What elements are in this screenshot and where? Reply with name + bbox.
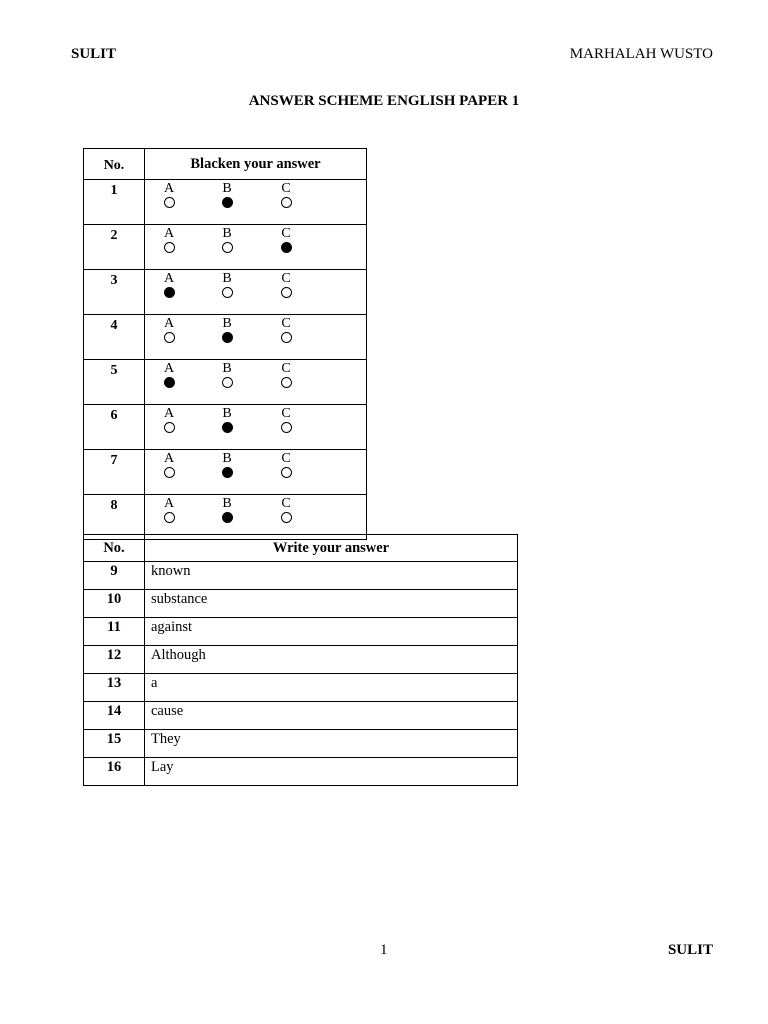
option-letter: C: [281, 451, 291, 466]
empty-bubble-icon: [222, 377, 233, 388]
mcq-row: [84, 270, 367, 315]
option-letter: A: [163, 361, 175, 376]
mcq-question-number: 2: [84, 225, 145, 270]
written-answer-table: [83, 534, 518, 786]
written-answer-text: Lay: [145, 758, 518, 786]
page-number: 1: [380, 942, 388, 958]
empty-bubble-icon: [164, 332, 175, 343]
mcq-header-row: [84, 149, 367, 180]
written-row: [84, 730, 518, 758]
mcq-option-c: [276, 496, 296, 523]
empty-bubble-icon: [164, 467, 175, 478]
written-question-number: 12: [84, 646, 145, 674]
mcq-option-c: [276, 271, 296, 298]
empty-bubble-icon: [281, 197, 292, 208]
written-answer-text: known: [145, 562, 518, 590]
mcq-question-number: 6: [84, 405, 145, 450]
filled-bubble-icon: [281, 242, 292, 253]
empty-bubble-icon: [281, 332, 292, 343]
mcq-option-b: [217, 451, 237, 478]
empty-bubble-icon: [281, 287, 292, 298]
written-question-number: 15: [84, 730, 145, 758]
option-letter: C: [281, 271, 291, 286]
option-letter: C: [281, 316, 291, 331]
empty-bubble-icon: [164, 422, 175, 433]
written-row: [84, 618, 518, 646]
mcq-option-a: [159, 361, 179, 388]
written-row: [84, 702, 518, 730]
empty-bubble-icon: [164, 242, 175, 253]
mcq-option-b: [217, 271, 237, 298]
option-letter: C: [281, 406, 291, 421]
option-letter: B: [222, 496, 232, 511]
written-row: [84, 562, 518, 590]
mcq-option-c: [276, 181, 296, 208]
empty-bubble-icon: [164, 197, 175, 208]
written-answer-text: a: [145, 674, 518, 702]
filled-bubble-icon: [222, 422, 233, 433]
written-row: [84, 646, 518, 674]
written-answer-text: Although: [145, 646, 518, 674]
mcq-answer-cell: [145, 360, 367, 405]
mcq-option-a: [159, 496, 179, 523]
mcq-row: [84, 315, 367, 360]
option-letter: B: [222, 451, 232, 466]
option-letter: B: [222, 406, 232, 421]
filled-bubble-icon: [222, 512, 233, 523]
filled-bubble-icon: [222, 467, 233, 478]
mcq-question-number: 7: [84, 450, 145, 495]
option-letter: B: [222, 226, 232, 241]
written-answer-text: substance: [145, 590, 518, 618]
mcq-question-number: 5: [84, 360, 145, 405]
mcq-row: [84, 180, 367, 225]
empty-bubble-icon: [281, 422, 292, 433]
mcq-question-number: 1: [84, 180, 145, 225]
option-letter: C: [281, 226, 291, 241]
written-col-no: No.: [84, 535, 145, 562]
mcq-option-c: [276, 451, 296, 478]
mcq-option-c: [276, 406, 296, 433]
written-question-number: 11: [84, 618, 145, 646]
mcq-question-number: 3: [84, 270, 145, 315]
filled-bubble-icon: [164, 377, 175, 388]
mcq-option-a: [159, 226, 179, 253]
mcq-option-b: [217, 361, 237, 388]
filled-bubble-icon: [164, 287, 175, 298]
mcq-question-number: 4: [84, 315, 145, 360]
option-letter: A: [163, 226, 175, 241]
option-letter: B: [222, 271, 232, 286]
mcq-answer-table: [83, 148, 367, 540]
mcq-row: [84, 450, 367, 495]
mcq-answer-cell: [145, 270, 367, 315]
option-letter: A: [163, 316, 175, 331]
option-letter: C: [281, 361, 291, 376]
written-answer-text: against: [145, 618, 518, 646]
empty-bubble-icon: [281, 467, 292, 478]
mcq-answer-cell: [145, 405, 367, 450]
footer-classification: SULIT: [667, 942, 713, 958]
filled-bubble-icon: [222, 197, 233, 208]
written-question-number: 10: [84, 590, 145, 618]
mcq-option-b: [217, 496, 237, 523]
empty-bubble-icon: [222, 287, 233, 298]
written-question-number: 9: [84, 562, 145, 590]
mcq-option-b: [217, 316, 237, 343]
mcq-col-no: No.: [84, 149, 145, 180]
empty-bubble-icon: [222, 242, 233, 253]
empty-bubble-icon: [164, 512, 175, 523]
written-header-row: [84, 535, 518, 562]
empty-bubble-icon: [281, 512, 292, 523]
mcq-option-a: [159, 451, 179, 478]
mcq-answer-cell: [145, 495, 367, 540]
page-title: ANSWER SCHEME ENGLISH PAPER 1: [248, 93, 520, 109]
option-letter: A: [163, 496, 175, 511]
option-letter: A: [163, 406, 175, 421]
mcq-option-c: [276, 361, 296, 388]
written-question-number: 13: [84, 674, 145, 702]
empty-bubble-icon: [281, 377, 292, 388]
written-question-number: 16: [84, 758, 145, 786]
mcq-question-number: 8: [84, 495, 145, 540]
option-letter: B: [222, 361, 232, 376]
mcq-option-b: [217, 406, 237, 433]
header-school-level: MARHALAH WUSTO: [569, 46, 713, 62]
written-col-answer: Write your answer: [145, 535, 518, 562]
option-letter: A: [163, 451, 175, 466]
option-letter: A: [163, 271, 175, 286]
written-row: [84, 674, 518, 702]
option-letter: C: [281, 496, 291, 511]
mcq-row: [84, 360, 367, 405]
mcq-option-c: [276, 316, 296, 343]
mcq-answer-cell: [145, 315, 367, 360]
mcq-option-b: [217, 226, 237, 253]
mcq-col-answer: Blacken your answer: [145, 149, 367, 180]
mcq-answer-cell: [145, 225, 367, 270]
mcq-option-b: [217, 181, 237, 208]
option-letter: B: [222, 181, 232, 196]
mcq-answer-cell: [145, 180, 367, 225]
option-letter: A: [163, 181, 175, 196]
mcq-option-a: [159, 316, 179, 343]
header-classification: SULIT: [71, 46, 117, 62]
mcq-answer-cell: [145, 450, 367, 495]
option-letter: B: [222, 316, 232, 331]
written-answer-text: cause: [145, 702, 518, 730]
mcq-row: [84, 225, 367, 270]
mcq-option-a: [159, 406, 179, 433]
mcq-option-a: [159, 271, 179, 298]
mcq-row: [84, 405, 367, 450]
written-question-number: 14: [84, 702, 145, 730]
filled-bubble-icon: [222, 332, 233, 343]
written-row: [84, 758, 518, 786]
mcq-option-c: [276, 226, 296, 253]
option-letter: C: [281, 181, 291, 196]
mcq-row: [84, 495, 367, 540]
written-row: [84, 590, 518, 618]
mcq-option-a: [159, 181, 179, 208]
written-answer-text: They: [145, 730, 518, 758]
